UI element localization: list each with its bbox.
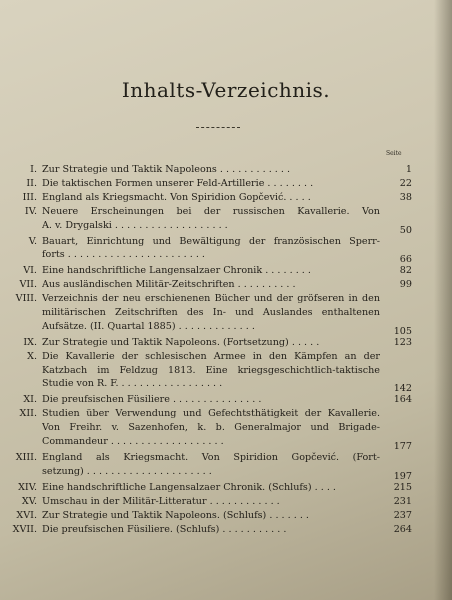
toc-entry-line: Katzbach im Feldzug 1813. Eine kriegsgeschichtlich-taktische: [42, 364, 380, 376]
toc-entry-number: VI.: [23, 265, 37, 277]
toc-entry-page: 50: [399, 224, 412, 236]
toc-entry-line: Studien über Verwendung und Gefechtsthätigkeit der Kavallerie.: [42, 408, 380, 420]
toc-entry-page: 99: [399, 279, 412, 291]
toc-entry-page: 164: [393, 394, 412, 406]
toc-entry-number: VII.: [19, 279, 37, 291]
toc-entry-line: Die preufsischen Füsiliere . . . . . . . . . . . . . . .: [42, 394, 262, 406]
toc-entry-title: [42, 509, 380, 523]
toc-entry-title: [42, 235, 380, 263]
toc-entry-number: XVII.: [12, 523, 37, 535]
toc-entry-number: XII.: [19, 408, 37, 420]
toc-entry-line: Von Freihr. v. Sazenhofen, k. b. Generalmajor und Brigade-: [42, 422, 380, 434]
toc-entry-line: Verzeichnis der neu erschienenen Bücher und der gröfseren in den: [42, 293, 380, 305]
toc-entry-line: forts . . . . . . . . . . . . . . . . . . . . . . .: [42, 249, 205, 261]
toc-entry-page: 237: [393, 509, 412, 521]
toc-entry-line: Aufsätze. (II. Quartal 1885) . . . . . . . . . . . . .: [42, 320, 255, 332]
toc-entry-title: [42, 205, 380, 233]
toc-entry-page: 1: [405, 164, 412, 175]
toc-entry-line: Zur Strategie und Taktik Napoleons. (Fortsetzung) . . . . .: [42, 336, 320, 348]
toc-entry-title: [42, 393, 380, 407]
toc-entry-page: 22: [399, 177, 412, 189]
toc-entry-page: 38: [399, 191, 412, 203]
toc-entry-title: [42, 191, 380, 205]
toc-entry-title: [42, 495, 380, 509]
toc-entry-title: [42, 350, 380, 392]
toc-entry-page: 105: [393, 325, 412, 337]
toc-entry-page: 215: [393, 481, 412, 493]
toc-entry-line: Die Kavallerie der schlesischen Armee in den Kämpfen an der: [42, 350, 380, 362]
page-title: Inhalts-Verzeichnis.: [121, 78, 331, 102]
toc-entry-line: Die taktischen Formen unserer Feld-Artillerie . . . . . . . .: [42, 177, 314, 189]
toc-entry-number: II.: [26, 177, 37, 189]
toc-entry-number: X.: [27, 350, 37, 362]
toc-entry-title: [42, 481, 380, 495]
toc-entry-line: Commandeur . . . . . . . . . . . . . . . . . . .: [42, 436, 224, 448]
toc-entry-line: England als Kriegsmacht. Von Spiridion Gopčević. . . . .: [42, 191, 311, 203]
toc-entry-line: Neuere Erscheinungen bei der russischen Kavallerie. Von: [42, 205, 380, 217]
toc-entry-page: 231: [393, 495, 412, 507]
toc-entry-number: VIII.: [15, 293, 37, 305]
toc-entry-line: Umschau in der Militär-Litteratur . . . . . . . . . . . .: [42, 495, 280, 507]
toc-entry-page: 82: [399, 265, 412, 277]
toc-entry-line: setzung) . . . . . . . . . . . . . . . . . . . . .: [42, 465, 212, 477]
toc-entry-number: XV.: [21, 495, 37, 507]
toc-entry-title: [42, 523, 380, 537]
toc-entry-line: A. v. Drygalski . . . . . . . . . . . . . . . . . . .: [42, 219, 228, 231]
toc-entry-title: [42, 451, 380, 479]
toc-entry-page: 66: [399, 254, 412, 266]
toc-entry-title: [42, 407, 380, 449]
toc-entry-number: V.: [28, 235, 37, 247]
toc-entry-title: [42, 264, 380, 278]
toc-entry-title: [42, 292, 380, 334]
toc-entry-title: [42, 163, 380, 177]
toc-entry-title: [42, 336, 380, 350]
toc-entry-page: 264: [393, 523, 412, 535]
toc-entry-title: [42, 278, 380, 292]
toc-entry-line: Eine handschriftliche Langensalzaer Chronik . . . . . . . .: [42, 265, 311, 277]
toc-entry-number: XIV.: [18, 481, 37, 493]
toc-entry-number: IX.: [23, 336, 37, 348]
toc-entry-page: 177: [393, 441, 412, 453]
toc-entry-line: Studie von R. F. . . . . . . . . . . . . . . . . .: [42, 378, 223, 390]
toc-entry-number: IV.: [24, 205, 37, 217]
toc-entry-number: I.: [30, 164, 37, 175]
toc-entry-number: XVI.: [16, 509, 37, 521]
toc-entry-line: Zur Strategie und Taktik Napoleons . . . . . . . . . . . .: [42, 164, 291, 175]
toc-entry-line: Bauart, Einrichtung und Bewältigung der französischen Sperr-: [42, 235, 380, 247]
toc-entry-number: XIII.: [15, 452, 37, 463]
toc-entry-line: England als Kriegsmacht. Von Spiridion Gopčević. (Fort-: [42, 452, 380, 463]
toc-entry-title: [42, 177, 380, 191]
toc-entry-line: Eine handschriftliche Langensalzaer Chronik. (Schlufs) . . . .: [42, 481, 336, 493]
page-column-label: Seite: [386, 150, 402, 157]
toc-entry-number: XI.: [23, 394, 37, 406]
toc-entry-line: Zur Strategie und Taktik Napoleons. (Schlufs) . . . . . . .: [42, 509, 309, 521]
toc-entry-page: 142: [393, 383, 412, 395]
toc-entry-line: militärischen Zeitschriften des In- und Auslandes enthaltenen: [42, 306, 380, 318]
toc-entry-line: Aus ausländischen Militär-Zeitschriften . . . . . . . . . .: [42, 279, 296, 291]
toc-entry-line: Die preufsischen Füsiliere. (Schlufs) . . . . . . . . . . .: [42, 523, 287, 535]
toc-entry-page: 197: [393, 470, 412, 482]
toc-entry-number: III.: [22, 191, 37, 203]
toc-entry-page: 123: [393, 336, 412, 348]
